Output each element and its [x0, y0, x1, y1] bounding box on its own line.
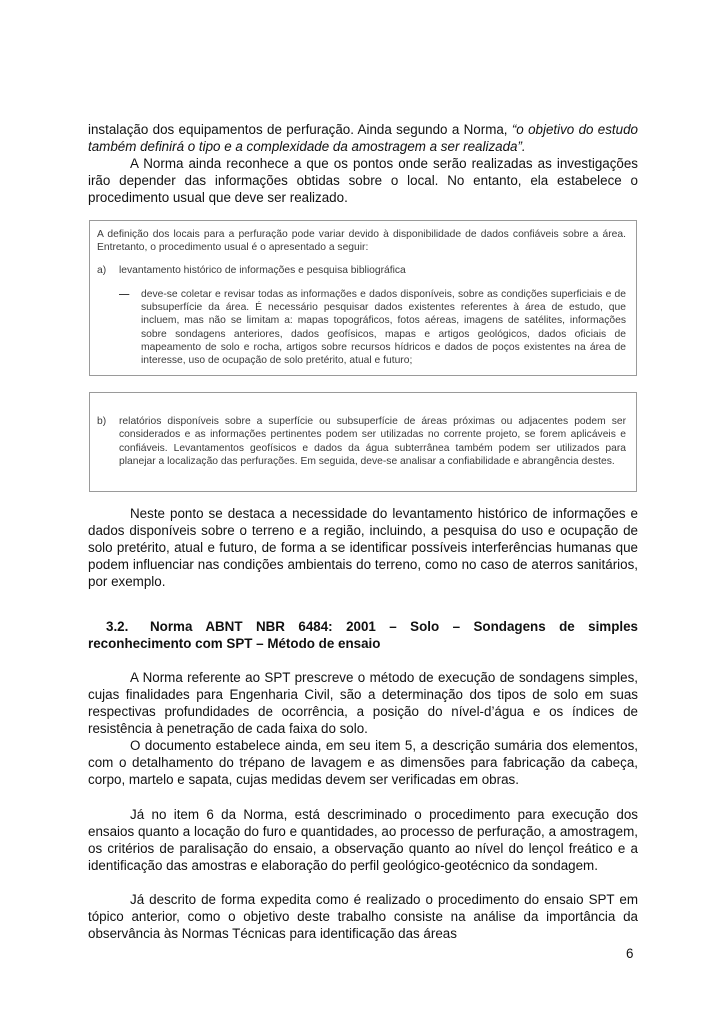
- paragraph-5: O documento estabelece ainda, em seu item 5, a descrição sumária dos elementos, com o detalhamento do trépano de lavagem e as dimensões para fabricação da cabeça, corpo, martelo e sapata, cujas medidas devem ser verificadas em obras.: [88, 738, 638, 787]
- section-number: 3.2.: [106, 619, 129, 634]
- item-a-marker: a): [97, 264, 107, 276]
- quote-box-2: [89, 392, 637, 492]
- norma-quote: “o objetivo do estudo também definirá o tipo e a complexidade da amostragem a ser realizada”.: [88, 122, 638, 154]
- quote-box-1-intro: A definição dos locais para a perfuração pode variar devido à disponibilidade de dados confiáveis sobre a área. Entretanto, o procedimento usual é o apresentado a seguir:: [97, 229, 626, 254]
- quote-item-b: [97, 415, 626, 468]
- paragraph-4: A Norma referente ao SPT prescreve o método de execução de sondagens simples, cujas finalidades para Engenharia Civil, são a determinação dos tipos de solo em suas respectivas profundidades de ocorrência, a posição do nível-d’água e os índices de resistência à penetração de cada faixa do solo.: [88, 670, 638, 736]
- dash-marker: —: [119, 288, 130, 300]
- item-b-marker: b): [97, 416, 107, 427]
- paragraph-6: Já no item 6 da Norma, está descriminado o procedimento para execução dos ensaios quanto a locação do furo e quantidades, ao processo de perfuração, a amostragem, os critérios de paralisação do ensaio, a observação quanto ao nível do lençol freático e a identificação das amostras e elaboração do perfil geológico-geotécnico da sondagem.: [88, 807, 638, 873]
- quote-box-1: [89, 220, 637, 376]
- section-title: Norma ABNT NBR 6484: 2001 – Solo – Sondagens de simples reconhecimento com SPT – Método de ensaio: [88, 619, 638, 651]
- item-a-text: levantamento histórico de informações e pesquisa bibliográfica: [119, 264, 406, 276]
- item-b-text: relatórios disponíveis sobre a superfície ou subsuperfície de áreas próximas ou adjacentes podem ser considerados e as informações pertinentes podem ser utilizadas no corrente projeto, se forem aplicáveis e confiáveis. Levantamentos geofísicos e dados da água subterrânea também podem ser utilizados para planejar a localização das perfurações. Em seguida, deve-se analisar a confiabilidade e abrangência destes.: [119, 416, 626, 467]
- quote-item-a: [97, 264, 626, 277]
- paragraph-7: Já descrito de forma expedita como é realizado o procedimento do ensaio SPT em tópico anterior, como o objetivo deste trabalho consiste na análise da importância da observância às Normas Técnicas para identificação das áreas: [88, 892, 638, 941]
- paragraph-3: Neste ponto se destaca a necessidade do levantamento histórico de informações e dados disponíveis sobre o terreno e a região, incluindo, a pesquisa do uso e ocupação de solo pretérito, atual e futuro, de forma a se identificar possíveis interferências humanas que podem influenciar nas condições ambientais do terreno, como no caso de aterros sanitários, por exemplo.: [88, 506, 638, 589]
- quote-dash-item: [97, 288, 626, 368]
- dash-item-text: deve-se coletar e revisar todas as informações e dados disponíveis, sobre as condições superficiais e de subsuperfície da área. É necessário pesquisar dados existentes referentes à área de estudo, que incluem, mas não se limitam a: mapas topográficos, fotos aéreas, imagens de satélites, informações sobre sondagens anteriores, dados geofísicos, mapas e artigos geológicos, dados oficiais de mapeamento de solo e rocha, artigos sobre recursos hídricos e dados de poços existentes na área de interesse, uso de ocupação de solo pretérito, atual e futuro;: [141, 288, 626, 367]
- page-number: 6: [626, 946, 634, 961]
- paragraph-2: A Norma ainda reconhece a que os pontos onde serão realizadas as investigações irão depender das informações obtidas sobre o local. No entanto, ela estabelece o procedimento usual que deve ser realizado.: [88, 156, 638, 205]
- paragraph-1-text: instalação dos equipamentos de perfuração. Ainda segundo a Norma,: [88, 122, 512, 137]
- paragraph-1: [88, 121, 638, 155]
- section-heading: [88, 618, 638, 652]
